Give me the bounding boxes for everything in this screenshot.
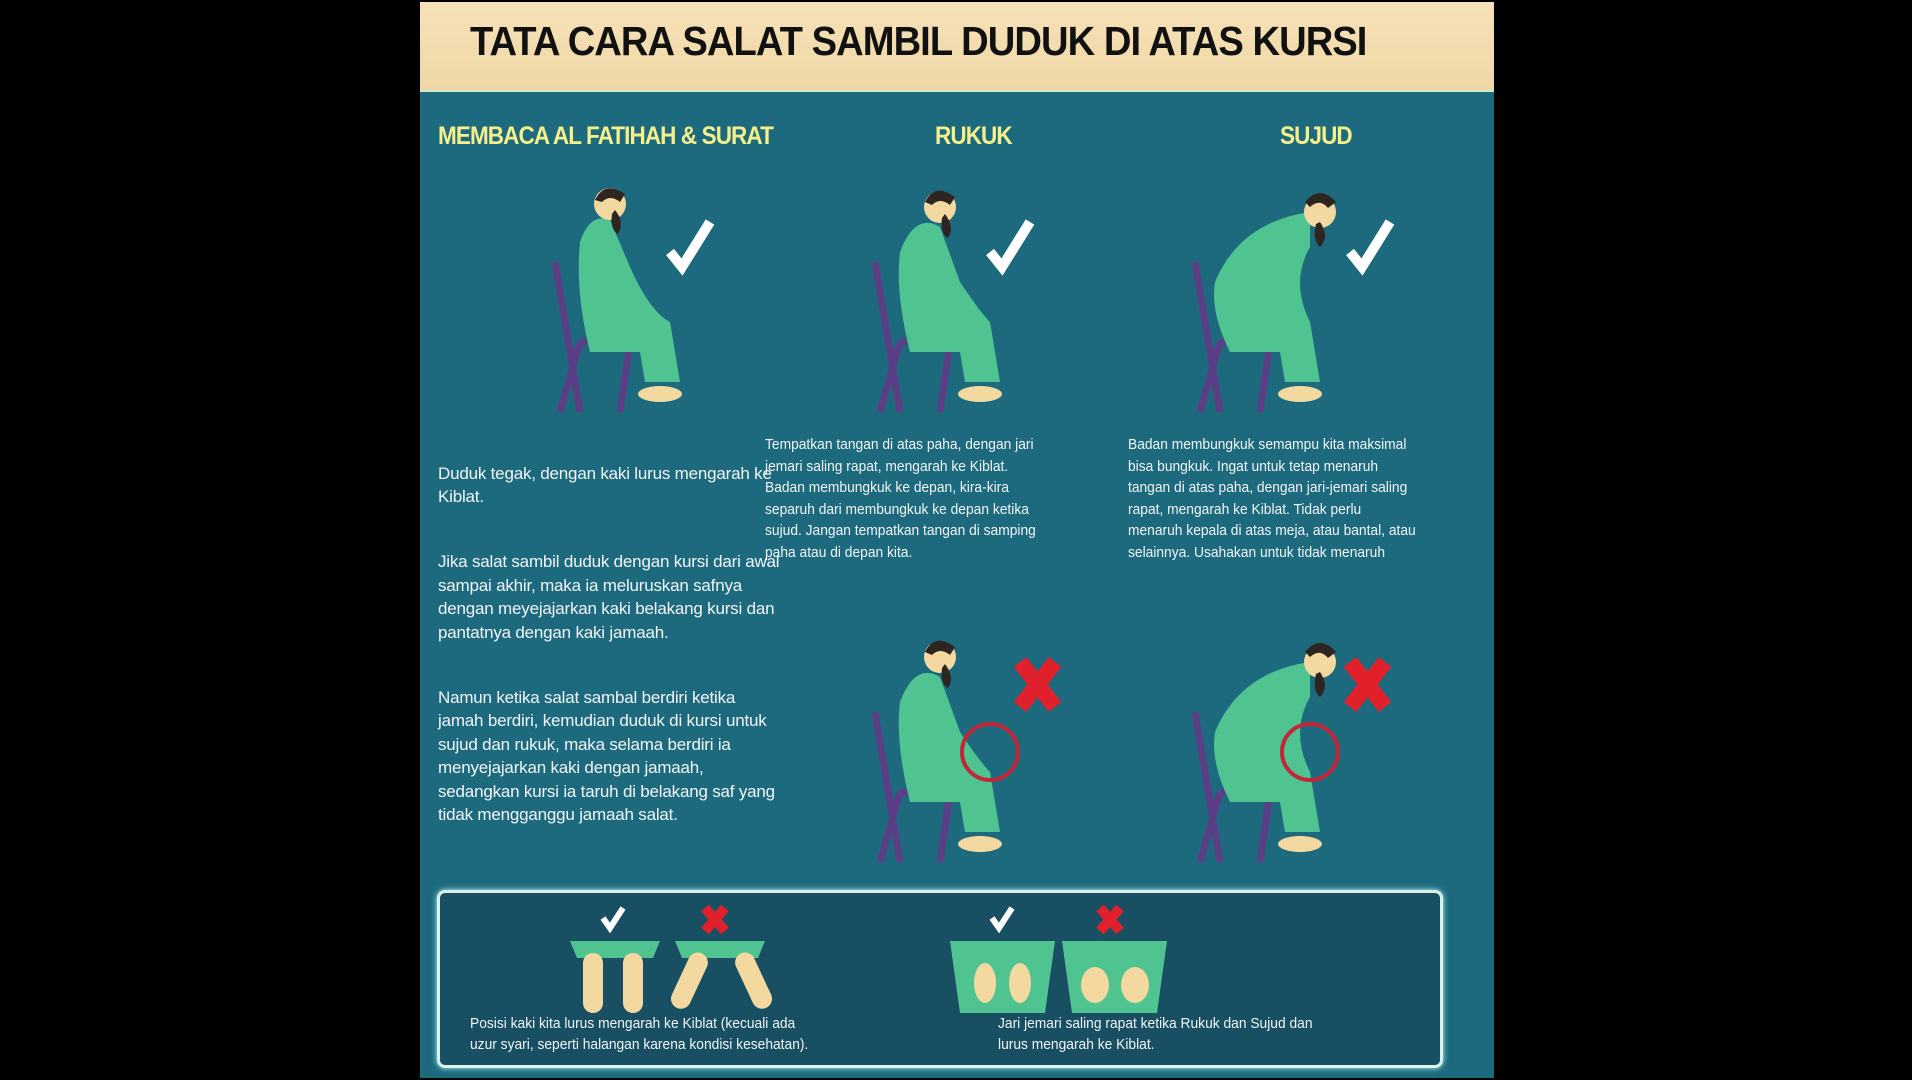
cross-icon bbox=[705, 908, 725, 931]
heading-rukuk: RUKUK bbox=[935, 122, 1012, 150]
tips-box bbox=[437, 890, 1443, 1068]
check-icon bbox=[992, 908, 1012, 928]
figure-rukuk-correct bbox=[840, 172, 1060, 422]
hands-caption: Jari jemari saling rapat ketika Rukuk dan Sujud dan lurus mengarah ke Kiblat. bbox=[998, 1015, 1313, 1053]
heading-fatihah: MEMBACA AL FATIHAH & SURAT bbox=[438, 122, 773, 150]
sujud-description: Badan membungkuk semampu kita maksimal bisa bungkuk. Ingat untuk tetap menaruh tangan di atas paha, dengan jari-jemari saling rapat, mengarah ke Kiblat. Tidak perlu menaruh kepala di atas meja, atau bantal, atau selainnya. Usahakan untuk tidak menaruh bbox=[1128, 436, 1416, 561]
paragraph: Namun ketika salat sambal berdiri ketika jamah berdiri, kemudian duduk di kursi untuk sujud dan rukuk, maka selama berdiri ia menyejajarkan kaki dengan jamaah, sedangkan kursi ia taruh di belakang saf yang tidak mengganggu jamaah salat. bbox=[438, 687, 775, 824]
fatihah-description bbox=[438, 438, 783, 868]
feet-illustration bbox=[565, 903, 785, 1013]
check-icon bbox=[603, 908, 623, 928]
hands-illustration bbox=[950, 903, 1170, 1013]
header-banner bbox=[420, 2, 1494, 92]
infographic bbox=[420, 2, 1494, 1078]
cross-icon bbox=[1350, 662, 1385, 707]
feet-caption: Posisi kaki kita lurus mengarah ke Kiblat (kecuali ada uzur syari, seperti halangan karena kondisi kesehatan). bbox=[470, 1015, 809, 1053]
paragraph: Jika salat sambil duduk dengan kursi dari awal sampai akhir, maka ia meluruskan safnya dengan meyejajarkan kaki belakang kursi dan pantatnya dengan kaki jamaah. bbox=[438, 552, 780, 642]
page-title: TATA CARA SALAT SAMBIL DUDUK DI ATAS KURSI bbox=[470, 18, 1367, 64]
cross-icon bbox=[1100, 908, 1120, 931]
figure-sujud-correct bbox=[1160, 172, 1400, 422]
check-icon bbox=[1350, 222, 1390, 267]
rukuk-description: Tempatkan tangan di atas paha, dengan jari jemari saling rapat, mengarah ke Kiblat. Badan membungkuk ke depan, kira-kira separuh dari membungkuk ke depan ketika sujud. Jangan tempatkan tangan di samping paha atau di depan kita. bbox=[765, 436, 1036, 561]
cross-icon bbox=[1020, 662, 1055, 707]
figure-sitting-upright bbox=[520, 172, 740, 422]
check-icon bbox=[670, 222, 710, 267]
figure-rukuk-wrong bbox=[840, 622, 1080, 872]
figure-sujud-wrong bbox=[1160, 622, 1400, 872]
heading-sujud: SUJUD bbox=[1280, 122, 1352, 150]
check-icon bbox=[990, 222, 1030, 267]
paragraph: Duduk tegak, dengan kaki lurus mengarah ke Kiblat. bbox=[438, 463, 772, 506]
